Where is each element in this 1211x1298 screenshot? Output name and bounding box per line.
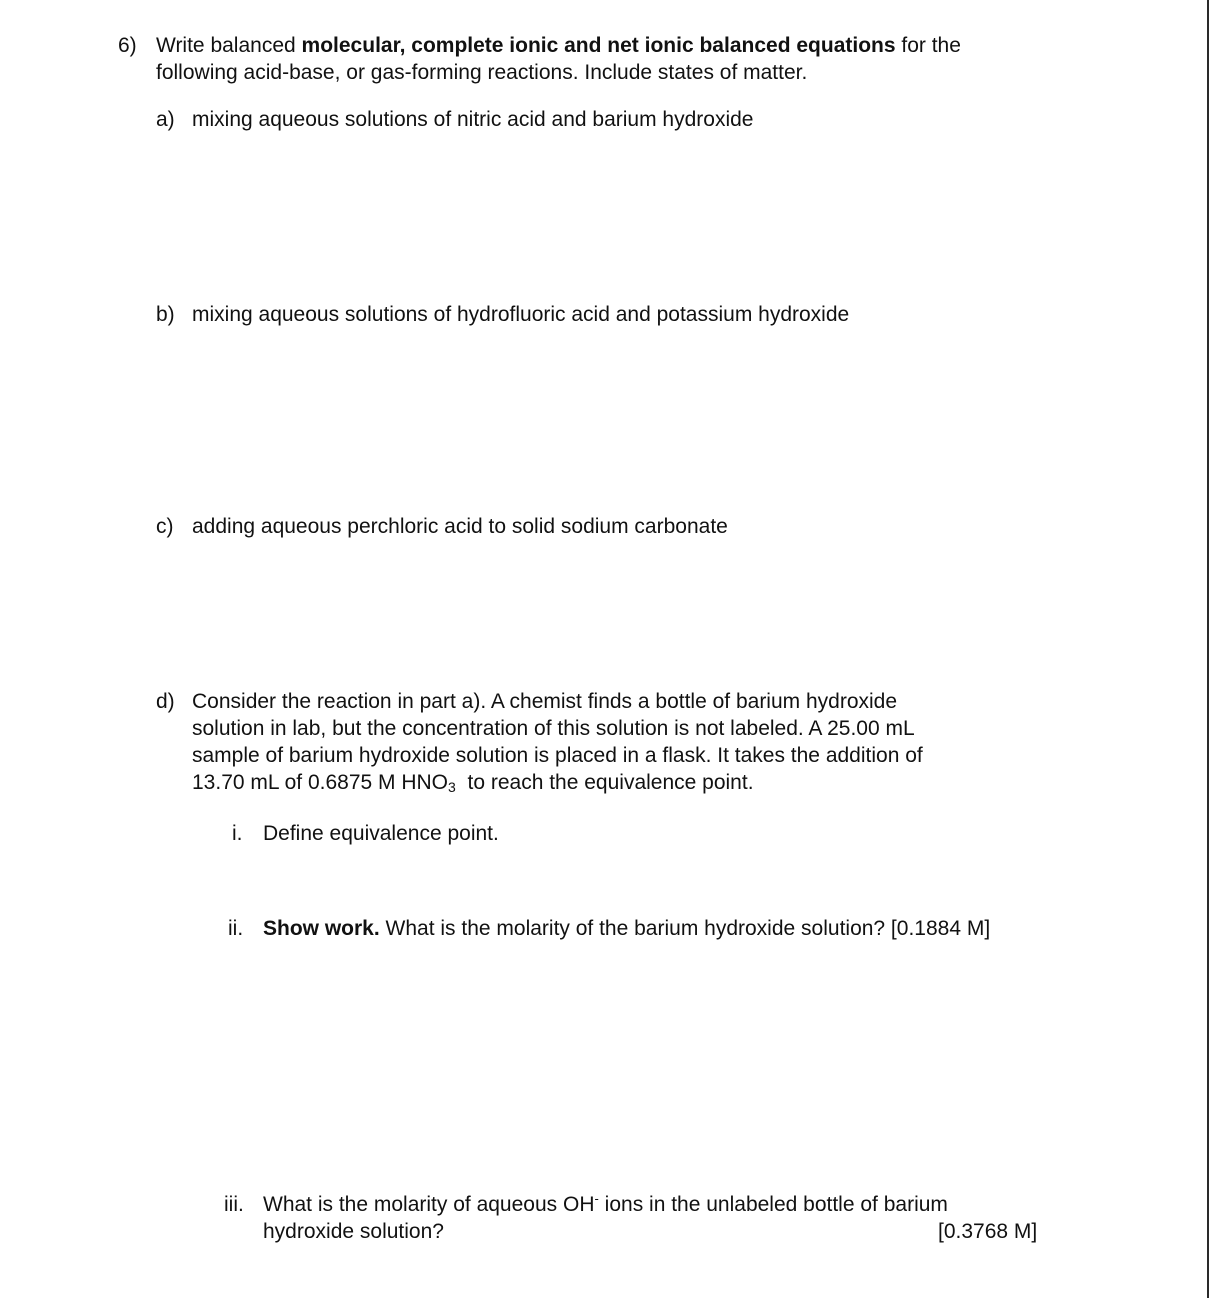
question-number: 6) [118, 34, 137, 57]
sub-i-text: Define equivalence point. [263, 822, 499, 845]
question-intro-line2: following acid-base, or gas-forming reactions. Include states of matter. [156, 61, 808, 84]
oh-superscript: - [594, 1191, 599, 1206]
sub-iii-line2: hydroxide solution? [263, 1220, 444, 1243]
sub-iii-answer: [0.3768 M] [938, 1220, 1038, 1243]
sub-iii-line1 [263, 1191, 948, 1218]
hno3-subscript: 3 [448, 779, 456, 795]
part-d-line4-post: to reach the equivalence point. [467, 771, 754, 794]
part-a-text: mixing aqueous solutions of nitric acid and barium hydroxide [192, 108, 754, 131]
sub-iii-line1-pre: What is the molarity of aqueous OH [263, 1193, 595, 1216]
part-b-text: mixing aqueous solutions of hydrofluoric acid and potassium hydroxide [192, 303, 850, 326]
question-intro-line1 [156, 32, 961, 59]
part-d-label: d) [156, 690, 175, 713]
part-d-line1: Consider the reaction in part a). A chemist finds a bottle of barium hydroxide [192, 690, 898, 713]
part-d-line4-pre: 13.70 mL of 0.6875 M HNO [192, 771, 449, 794]
sub-iii-line1-post: ions in the unlabeled bottle of barium [604, 1193, 948, 1216]
sub-i-label: i. [232, 822, 243, 845]
page-right-border [1207, 0, 1209, 1298]
part-b-label: b) [156, 303, 175, 326]
part-c-label: c) [156, 515, 174, 538]
part-c-text: adding aqueous perchloric acid to solid sodium carbonate [192, 515, 728, 538]
part-d-line3: sample of barium hydroxide solution is placed in a flask. It takes the addition of [192, 744, 923, 767]
sub-ii-label: ii. [228, 917, 244, 940]
intro-text-1: Write balanced [156, 34, 296, 57]
intro-text-2: for the [901, 34, 961, 57]
sub-iii-label: iii. [224, 1193, 244, 1216]
part-a-label: a) [156, 108, 175, 131]
sub-ii-bold: Show work. [263, 917, 380, 940]
intro-bold-1: molecular, complete ionic and net ionic [301, 34, 694, 57]
part-d-line2: solution in lab, but the concentration of this solution is not labeled. A 25.00 mL [192, 717, 915, 740]
sub-ii-line [263, 915, 990, 942]
part-d-line4 [192, 769, 754, 796]
intro-bold-2: balanced equations [699, 34, 896, 57]
sub-ii-text: What is the molarity of the barium hydroxide solution? [0.1884 M] [385, 917, 991, 940]
